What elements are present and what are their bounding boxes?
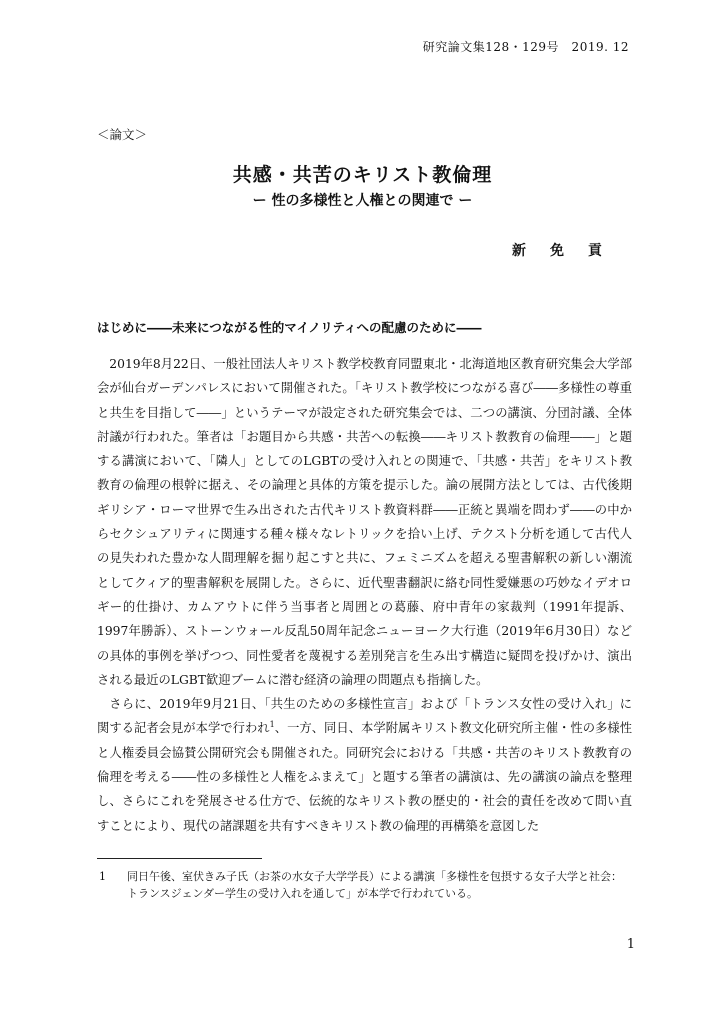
paragraph-2 [97, 692, 632, 838]
article-category: ＜論文＞ [97, 127, 148, 142]
article-subtitle: ー 性の多様性と人権との関連で ー [252, 193, 473, 209]
footnote-number: 1 [99, 870, 106, 883]
author-name: 新免貢 [512, 243, 626, 259]
body-text [97, 352, 632, 838]
paragraph-1: 2019年8月22日、一般社団法人キリスト教学校教育同盟東北・北海道地区教育研究集会大学部会が仙台ガーデンパレスにおいて開催された。「キリスト教学校につながる喜び――多様性の尊重と共生を目指して――」というテーマが設定された研究集会では、二つの講演、分団討議、全体討議が行われた。筆者は「お題目から共感・共苦への転換――キリスト教教育の倫理――」と題する講演において、「隣人」としてのLGBTの受け入れとの関連で、「共感・共苦」をキリスト教教育の倫理の根幹に据え、その論理と具体的方策を提示した。論の展開方法としては、古代後期ギリシア・ローマ世界で生み出された古代キリスト教資料群――正統と異端を問わず――の中からセクシュアリティに関連する種々様々なレトリックを拾い上げ、テクスト分析を通して古代人の見失われた豊かな人間理解を掘り起こすと共に、フェミニズムを超える聖書解釈の新しい潮流としてクィア的聖書解釈を展開した。さらに、近代聖書翻訳に絡む同性愛嫌悪の巧妙なイデオロギー的仕掛け、カムアウトに伴う当事者と周囲との葛藤、府中青年の家裁判（1991年提訴、1997年勝訴）、ストーンウォール反乱50周年記念ニューヨーク大行進（2019年6月30日）などの具体的事例を挙げつつ、同性愛者を蔑視する差別発言を生み出す構造に疑問を投げかけ、演出される最近のLGBT歓迎ブームに潜む経済の論理の問題点も指摘した。 [97, 357, 632, 687]
article-title: 共感・共苦のキリスト教倫理 [232, 164, 493, 186]
footnote-reference[interactable]: 1 [269, 720, 275, 730]
section-heading: はじめに――未来につながる性的マイノリティへの配慮のために―― [97, 320, 482, 335]
footnote [97, 868, 632, 902]
running-head: 研究論文集128・129号 2019. 12 [422, 40, 629, 54]
paragraph-2-part-1: さらに、2019年9月21日、「共生のための多様性宣言」および「トランス女性の受け入れ」に関する記者会見が本学で行われ [97, 697, 632, 736]
footnote-text: 同日午後、室伏きみ子氏（お茶の水女子大学学長）による講演「多様性を包摂する女子大学と社会：トランスジェンダー学生の受け入れを通して」が本学で行われている。 [127, 870, 622, 900]
footnote-divider [97, 858, 262, 859]
paragraph-2-part-2: 、一方、同日、本学附属キリスト教文化研究所主催・性の多様性と人権委員会協賛公開研究会も開催された。同研究会における「共感・共苦のキリスト教教育の倫理を考える――性の多様性と人権をふまえて」と題する筆者の講演は、先の講演の論点を整理し、さらにこれを発展させる仕方で、伝統的なキリスト教の歴史的・社会的責任を改めて問い直すことにより、現代の諸課題を共有すべきキリスト教の倫理的再構築を意図した [97, 721, 632, 833]
page-number: 1 [626, 937, 635, 952]
